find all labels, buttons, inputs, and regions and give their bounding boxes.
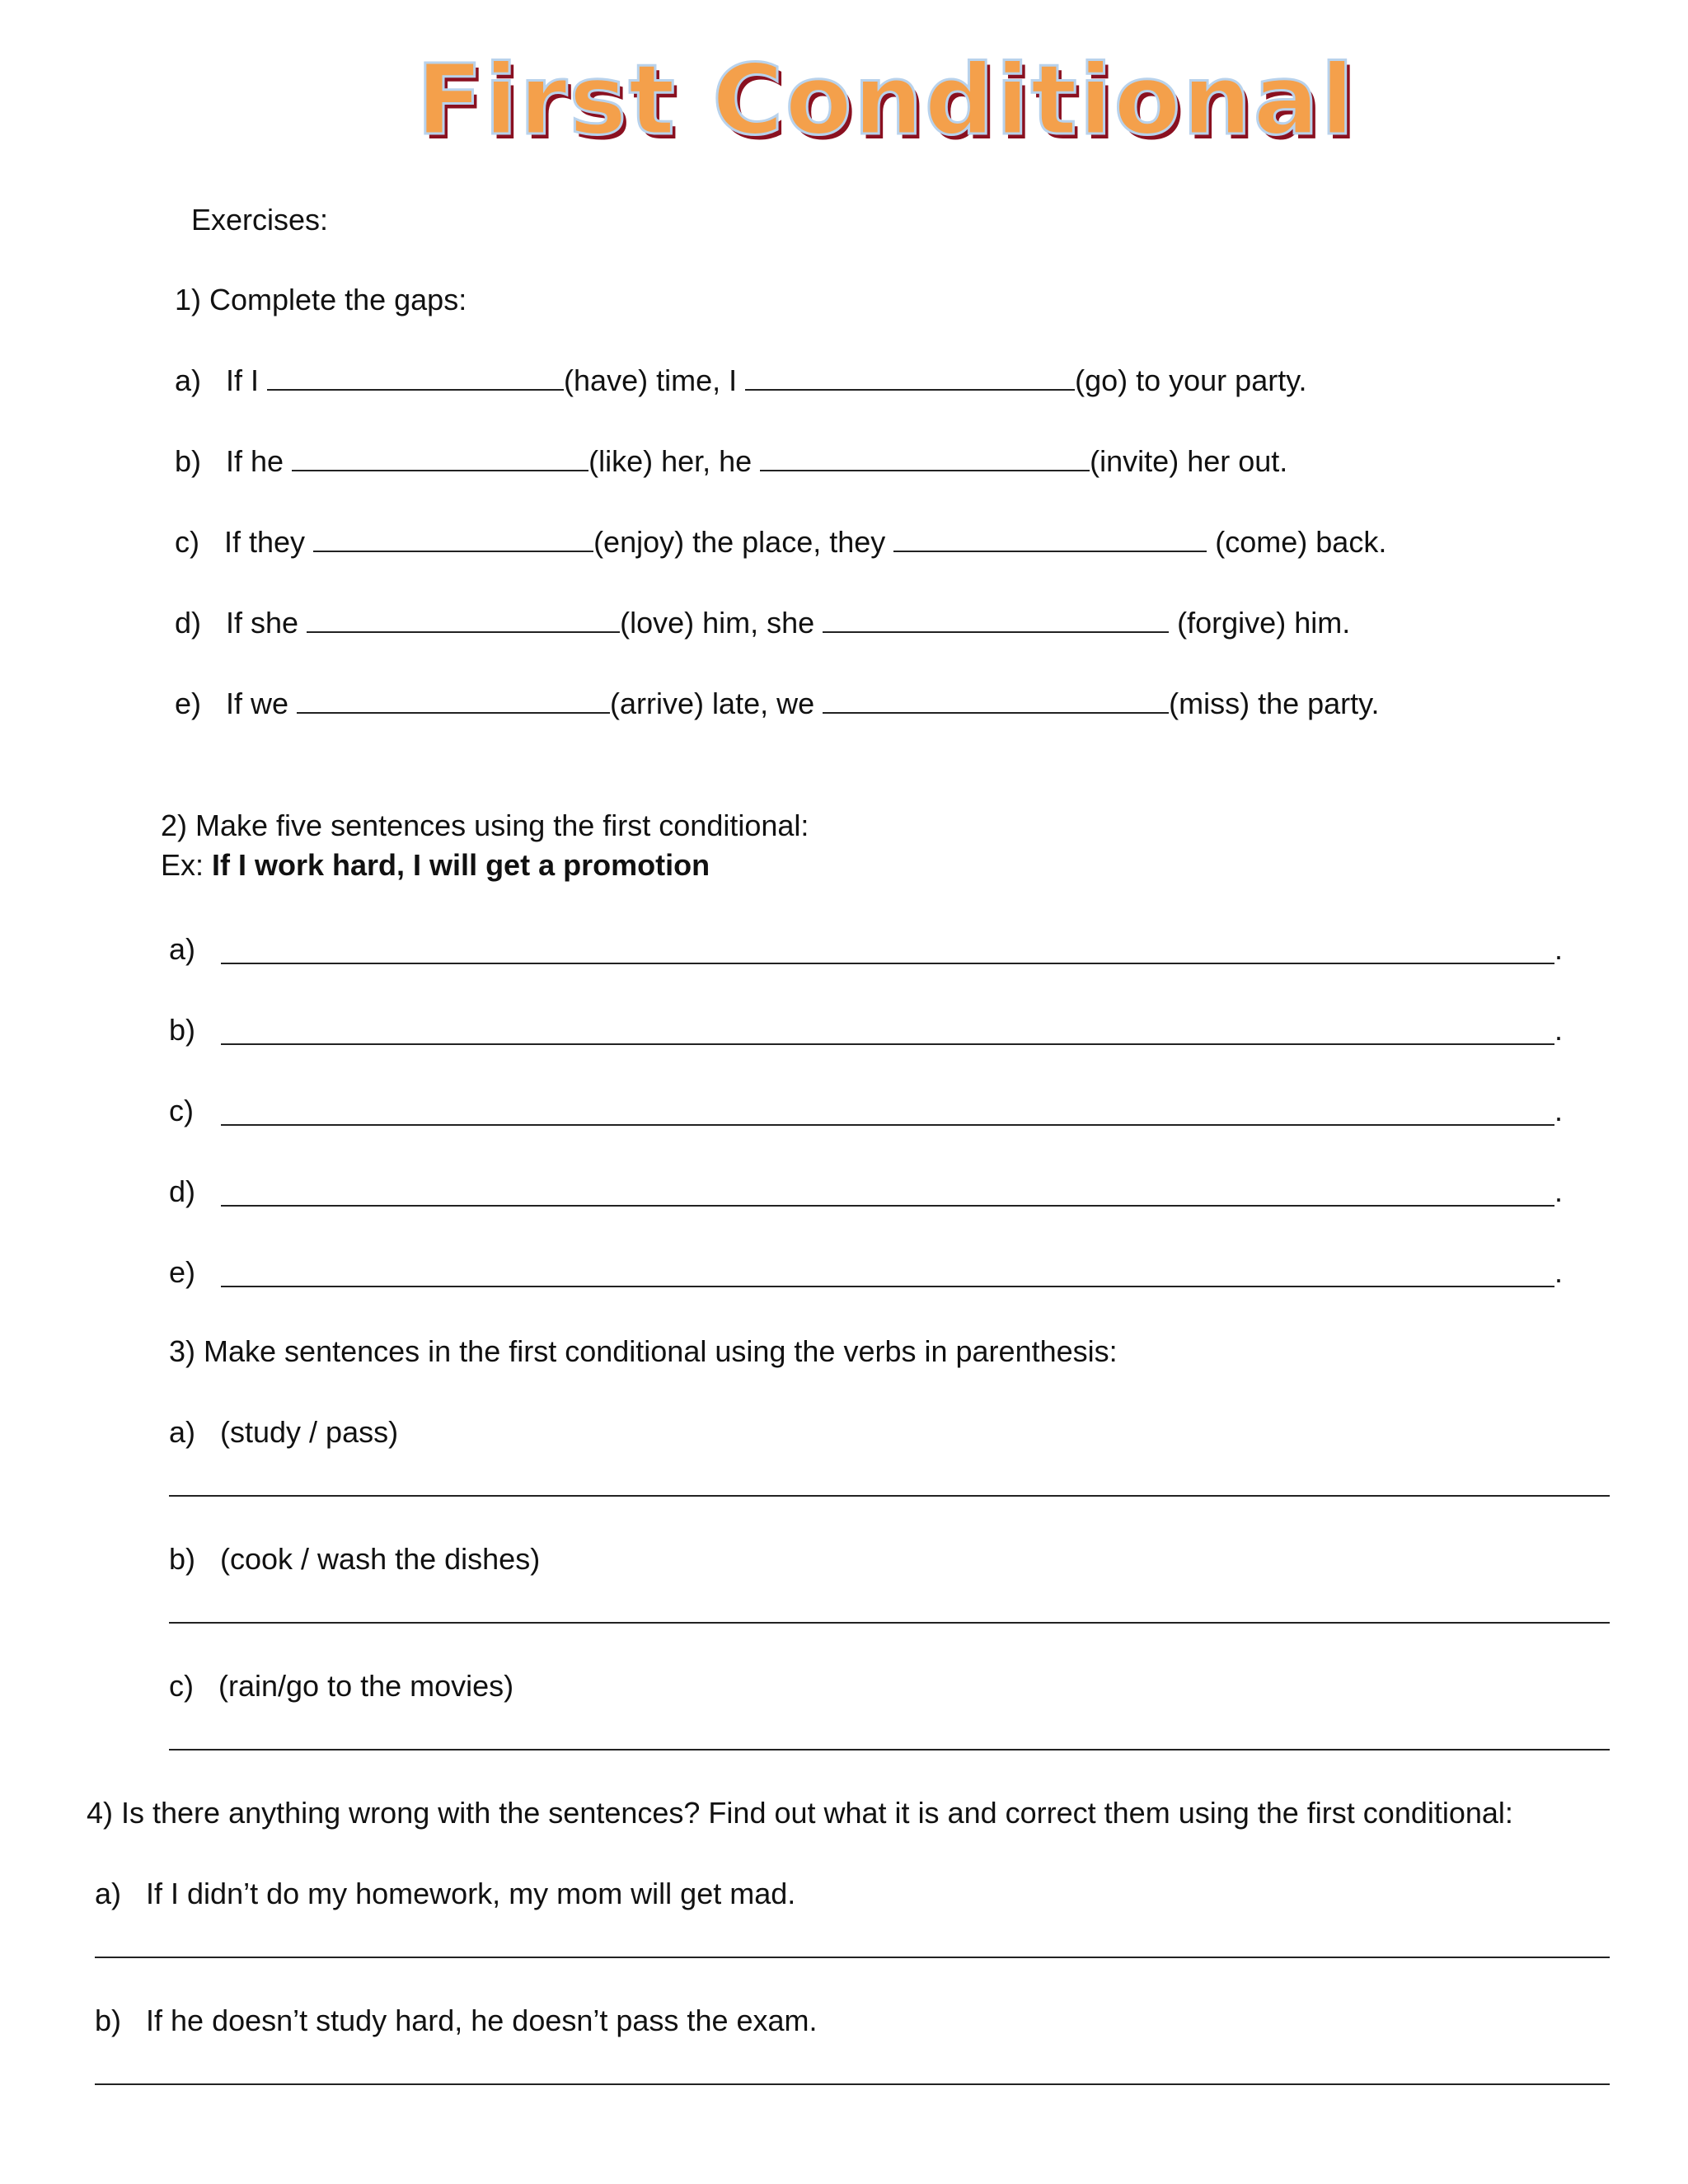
item-text-1: If we bbox=[226, 687, 298, 720]
line-end-period: . bbox=[1554, 932, 1564, 966]
answer-line[interactable] bbox=[169, 1495, 1610, 1497]
answer-line[interactable] bbox=[221, 1043, 1554, 1045]
item-marker: b) bbox=[95, 2004, 122, 2037]
item-text-2: (enjoy) the place, they bbox=[593, 525, 894, 559]
gap-blank-2[interactable] bbox=[823, 687, 1169, 714]
exercise-1-item-b bbox=[175, 443, 1287, 479]
gap-blank-1[interactable] bbox=[292, 445, 588, 471]
item-text-3: (forgive) him. bbox=[1169, 606, 1351, 640]
item-marker: c) bbox=[169, 1669, 194, 1703]
answer-line[interactable] bbox=[169, 1622, 1610, 1624]
exercise-2-marker-e: e) bbox=[169, 1255, 196, 1289]
item-marker: b) bbox=[175, 444, 202, 478]
example-prefix: Ex: bbox=[161, 848, 213, 882]
gap-blank-1[interactable] bbox=[307, 607, 620, 633]
exercise-2-marker-d: d) bbox=[169, 1174, 196, 1208]
item-text-3: (come) back. bbox=[1207, 525, 1387, 559]
verb-prompt: (study / pass) bbox=[220, 1415, 399, 1449]
item-marker: d) bbox=[175, 606, 202, 640]
item-text-1: If she bbox=[226, 606, 307, 640]
exercise-4-item-a bbox=[95, 1876, 795, 1911]
exercise-2-heading: 2) Make five sentences using the first conditional: bbox=[161, 808, 809, 842]
answer-line[interactable] bbox=[169, 1749, 1610, 1750]
answer-line[interactable] bbox=[95, 1957, 1610, 1958]
item-text-2: (arrive) late, we bbox=[610, 687, 823, 720]
answer-line[interactable] bbox=[221, 963, 1554, 964]
exercise-4-item-b bbox=[95, 2003, 818, 2038]
exercise-1-heading: 1) Complete the gaps: bbox=[175, 283, 467, 316]
faulty-sentence: If he doesn’t study hard, he doesn’t pass the exam. bbox=[146, 2004, 818, 2037]
answer-line[interactable] bbox=[221, 1124, 1554, 1126]
item-marker: e) bbox=[175, 687, 202, 720]
answer-line[interactable] bbox=[221, 1205, 1554, 1207]
verb-prompt: (rain/go to the movies) bbox=[218, 1669, 514, 1703]
gap-blank-1[interactable] bbox=[313, 526, 593, 552]
verb-prompt: (cook / wash the dishes) bbox=[220, 1542, 541, 1576]
exercise-4-heading: 4) Is there anything wrong with the sentences? Find out what it is and correct them using the first conditional: bbox=[87, 1796, 1513, 1830]
gap-blank-1[interactable] bbox=[267, 364, 564, 391]
line-end-period: . bbox=[1554, 1174, 1564, 1208]
exercises-label: Exercises: bbox=[191, 203, 329, 237]
exercise-3-heading: 3) Make sentences in the first conditional using the verbs in parenthesis: bbox=[169, 1334, 1118, 1368]
gap-blank-2[interactable] bbox=[760, 445, 1090, 471]
item-marker: b) bbox=[169, 1542, 196, 1576]
answer-line[interactable] bbox=[95, 2083, 1610, 2085]
item-text-3: (go) to your party. bbox=[1075, 363, 1307, 397]
gap-blank-2[interactable] bbox=[745, 364, 1075, 391]
item-text-2: (like) her, he bbox=[588, 444, 761, 478]
item-text-1: If they bbox=[224, 525, 314, 559]
exercise-2-marker-b: b) bbox=[169, 1013, 196, 1047]
exercise-3-item-c bbox=[169, 1668, 513, 1704]
item-text-3: (invite) her out. bbox=[1090, 444, 1288, 478]
exercise-2-marker-a: a) bbox=[169, 932, 196, 966]
exercise-2-marker-c: c) bbox=[169, 1094, 194, 1127]
exercise-2-example bbox=[161, 847, 710, 883]
gap-blank-2[interactable] bbox=[823, 607, 1169, 633]
item-text-1: If he bbox=[226, 444, 293, 478]
example-sentence: If I work hard, I will get a promotion bbox=[212, 848, 710, 882]
faulty-sentence: If I didn’t do my homework, my mom will get mad. bbox=[146, 1877, 796, 1910]
item-text-3: (miss) the party. bbox=[1169, 687, 1380, 720]
line-end-period: . bbox=[1554, 1255, 1564, 1289]
exercise-1-item-d bbox=[175, 605, 1350, 640]
answer-line[interactable] bbox=[221, 1286, 1554, 1287]
item-text-2: (have) time, I bbox=[564, 363, 746, 397]
item-marker: a) bbox=[95, 1877, 122, 1910]
item-text-1: If I bbox=[226, 363, 268, 397]
gap-blank-1[interactable] bbox=[297, 687, 610, 714]
item-marker: a) bbox=[175, 363, 202, 397]
item-marker: a) bbox=[169, 1415, 196, 1449]
line-end-period: . bbox=[1554, 1013, 1564, 1047]
exercise-1-item-e bbox=[175, 686, 1380, 721]
exercise-3-item-a bbox=[169, 1414, 398, 1450]
gap-blank-2[interactable] bbox=[893, 526, 1207, 552]
exercise-3-item-b bbox=[169, 1541, 540, 1577]
worksheet-title: First Conditional bbox=[416, 43, 1356, 157]
item-text-2: (love) him, she bbox=[620, 606, 823, 640]
item-marker: c) bbox=[175, 525, 199, 559]
exercise-1-item-c bbox=[175, 524, 1386, 560]
line-end-period: . bbox=[1554, 1094, 1564, 1127]
exercise-1-item-a bbox=[175, 363, 1307, 398]
